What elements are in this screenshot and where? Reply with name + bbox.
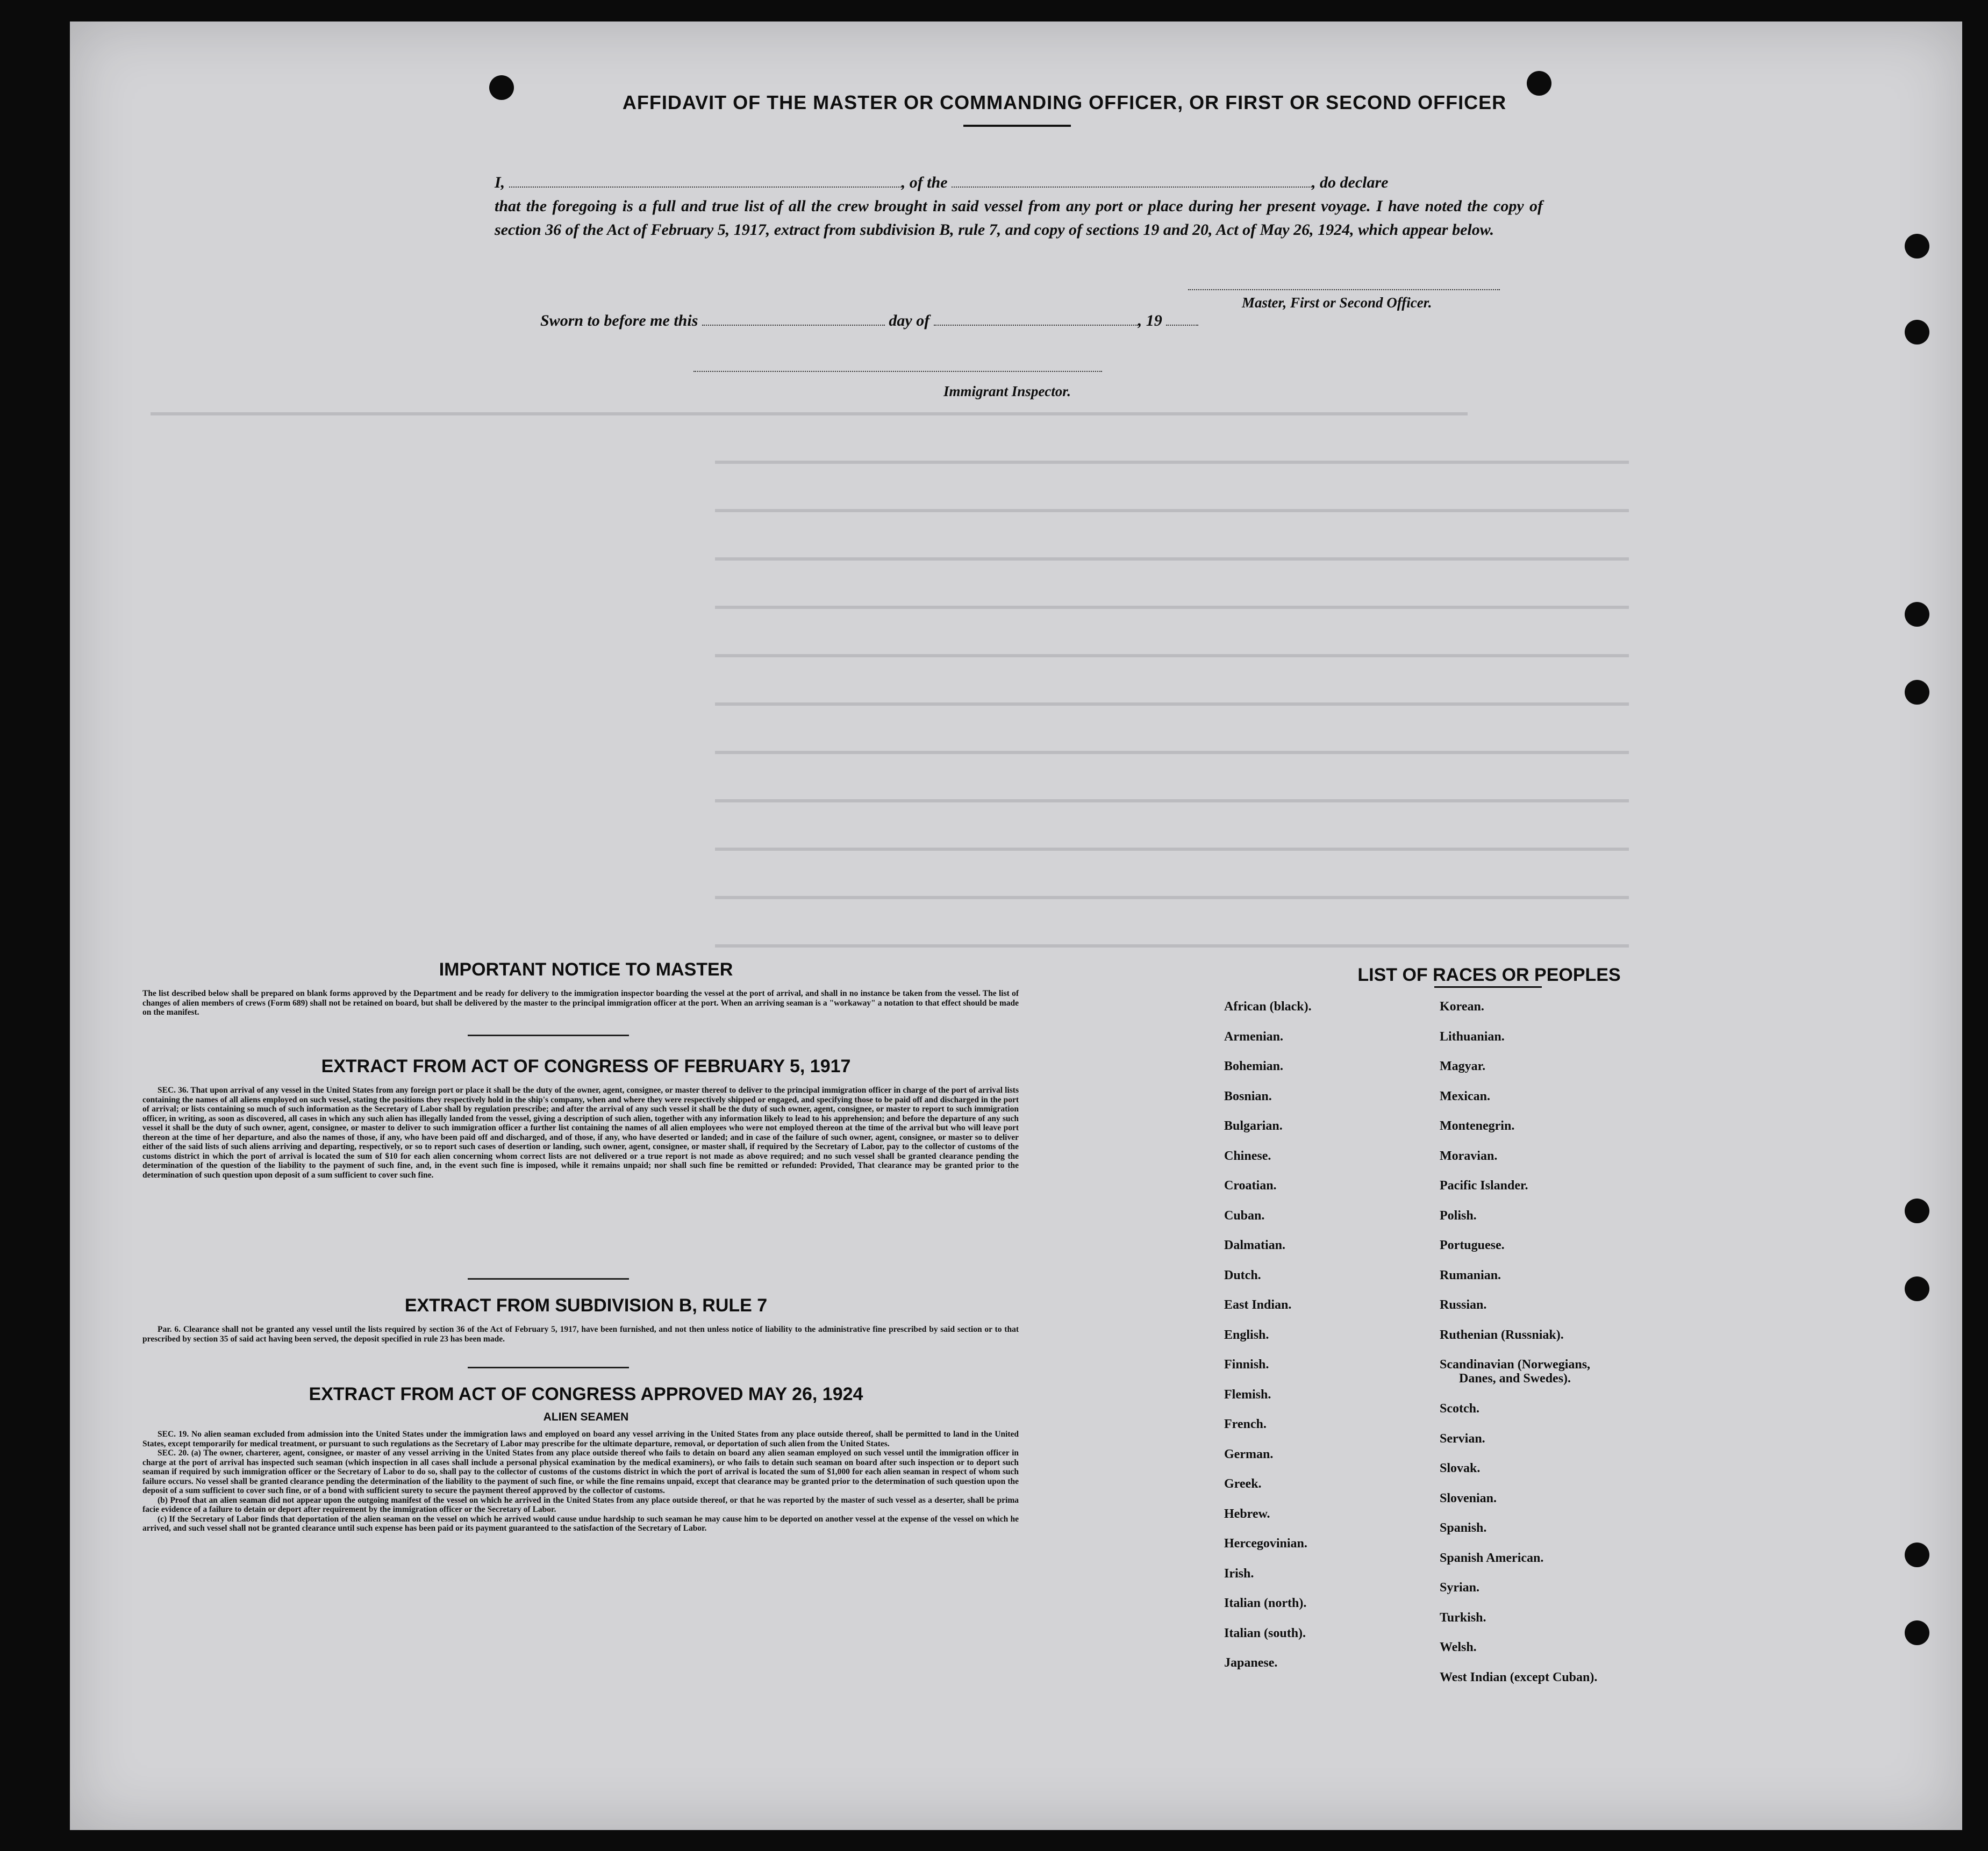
sec-20a-text: SEC. 20. (a) The owner, charterer, agent, consignee, or master of any vessel arriving in the United States from any place outside thereof who fails to detain on board any alien seaman employed on such vessel until the immigration officer in charge at the port of arrival has inspected such seaman (which inspection in all cases shall include a personal physical examination by the medical examiners), or who fails to detain such seaman on board after such inspection or to deport such seaman if required by such immigration officer or the Secretary of Labor to do so, shall pay to the collector of customs of the customs district in which the port of arrival is located the sum of $1,000 for each alien seaman in respect of whom such failure occurs. No vessel shall be granted clearance pending the determination of the liability to the payment of such fine, or while the fine remains unpaid, except that clearance may be granted prior to the determination of such question upon the deposit of a sum sufficient to cover such fine, or of a bond with sufficient surety to secure the payment thereof approved by the collector of customs. [142,1448,1019,1495]
inspector-signature-line[interactable] [693,371,1102,372]
race-item: Moravian. [1440,1149,1498,1163]
race-item: Scotch. [1440,1402,1479,1416]
year-label: , 19 [1138,312,1162,329]
title-rule [963,125,1071,127]
races-title [1269,965,1710,986]
race-item: Japanese. [1224,1656,1278,1670]
year-blank[interactable] [1166,325,1198,326]
race-item: Spanish. [1440,1521,1487,1535]
race-item: Lithuanian. [1440,1029,1505,1044]
race-item: Turkish. [1440,1610,1486,1625]
race-item: Croatian. [1224,1179,1277,1193]
section-divider [468,1035,629,1036]
race-item: Greek. [1224,1477,1262,1491]
race-item: Scandinavian (Norwegians, Danes, and Swedes). [1440,1358,1591,1386]
extract-1917-text: SEC. 36. That upon arrival of any vessel in the United States from any foreign port or place it shall be the duty of the owner, agent, consignee, or master thereof to deliver to the principal immigration officer in charge of the port of arrival lists containing the names of all aliens employed on such vessel, stating the positions they respectively hold in the ship's company, when and where they were respectively shipped or engaged, and specifying those to be paid off and discharged in the port of arrival; or lists containing so much of such information as the Secretary of Labor shall by regulation prescribe; and after the arrival of any such vessel it shall be the duty of such owner, agent, consignee, or master to report to such immigration officer, in writing, as soon as discovered, all cases in which any such alien has illegally landed from the vessel, giving a description of such alien, together with any information likely to lead to his apprehension; and before the departure of any such vessel it shall be the duty of such owner, agent, consignee, or master to deliver to such immigration officer a further list containing the names of all alien employees who were not employed thereon at the time of the arrival but who will leave port thereon at the time of her departure, and also the names of those, if any, who have been paid off and discharged, and of those, if any, who have deserted or landed; and in case of the failure of such owner, agent, consignee, or master so to deliver either of the said lists of such aliens arriving and departing, respectively, or so to report such cases of desertion or landing, such owner, agent, consignee, or master shall, if required by the Secretary of Labor, pay to the collector of customs of the customs district in which the port of arrival is located the sum of $10 for each alien concerning whom correct lists are not delivered or a true report is not made as above required; and no such vessel shall be granted clearance pending the determination of the question of the liability to the payment of such fine, and, in the event such fine is imposed, while it remains unpaid; nor shall such fine be remitted or refunded: Provided, That clearance may be granted prior to the determination of such question upon deposit of a sum sufficient to cover such fine. [142,1086,1019,1180]
race-item: Dalmatian. [1224,1238,1285,1252]
notice-text: The list described below shall be prepared on blank forms approved by the Department and be ready for delivery to the immigration inspector boarding the vessel at the port of arrival, and shall in no instance be taken from the vessel. The list of changes of alien members of crews (Form 689) shall not be retained on board, but shall be delivered by the master to the principal immigration officer at the port. When an arriving seaman is a "workaway" a notation to that effect should be made on the manifest. [142,989,1019,1017]
punch-hole [1905,1542,1929,1567]
race-item: Finnish. [1224,1358,1269,1372]
do-declare-label: , do declare [1312,174,1389,191]
master-signature-line[interactable] [1188,289,1500,290]
race-item: Polish. [1440,1208,1477,1223]
sec-19-text: SEC. 19. No alien seaman excluded from admission into the United States under the immigration laws and employed on board any vessel arriving in the United States from any place outside thereof, shall be permitted to land in the United States, except temporarily for medical treatment, or pursuant to such regulations as the Secretary of Labor may prescribe for the ultimate departure, removal, or deportation of such alien from the United States. [142,1430,1019,1448]
race-item: English. [1224,1328,1269,1342]
rule7-title: EXTRACT FROM SUBDIVISION B, RULE 7 [404,1295,768,1316]
races-right-column [1440,1000,1665,1700]
punch-hole [1905,602,1929,627]
extract-1924-title: EXTRACT FROM ACT OF CONGRESS APPROVED MAY 26, 1924 [309,1384,863,1404]
punch-hole [1905,1620,1929,1645]
affidavit-body-text: that the foregoing is a full and true list of all the crew brought in said vessel from any port or place during her present voyage. I have noted the copy of section 36 of the Act of February 5, 1917, extract from subdivision B, rule 7, and copy of sections 19 and 20, Act of May 26, 1924, which appear below. [495,197,1543,239]
day-blank[interactable] [702,325,885,326]
alien-seamen-subtitle: ALIEN SEAMEN [543,1411,629,1423]
race-item: Bohemian. [1224,1059,1284,1073]
extract-1924-text [142,1430,1019,1533]
race-item: Russian. [1440,1298,1487,1312]
race-item: Bulgarian. [1224,1119,1283,1133]
sec-20b-text: (b) Proof that an alien seaman did not appear upon the outgoing manifest of the vessel on which he arrived in the United States from any place outside thereof, or that he was reported by the master of such vessel as a deserter, shall be prima facie evidence of a failure to detain or deport after requirement by the immigration officer or the Secretary of Labor. [142,1495,1019,1514]
punch-hole [1905,1276,1929,1301]
month-blank[interactable] [934,325,1138,326]
inspector-label: Immigrant Inspector. [943,383,1071,399]
race-item: Mexican. [1440,1089,1490,1103]
rule7-text: Par. 6. Clearance shall not be granted any vessel until the lists required by section 36 of the Act of February 5, 1917, have been furnished, and not then unless notice of liability to the administrative fine prescribed by said section or to that prescribed by section 35 of said act having been served, the deposit specified in rule 23 has been made. [142,1325,1019,1344]
race-item: Dutch. [1224,1268,1261,1282]
punch-hole [1905,680,1929,705]
race-item: Flemish. [1224,1387,1271,1402]
race-item: Syrian. [1440,1581,1480,1595]
race-item: Italian (north). [1224,1596,1307,1610]
notice-title: IMPORTANT NOTICE TO MASTER [439,959,733,980]
name-blank[interactable] [509,186,902,188]
section-divider [468,1278,629,1280]
race-item: Chinese. [1224,1149,1271,1163]
sworn-label: Sworn to before me this [540,312,698,329]
race-item: Magyar. [1440,1059,1486,1073]
race-item: Pacific Islander. [1440,1179,1528,1193]
race-item: Montenegrin. [1440,1119,1515,1133]
master-label: Master, First or Second Officer. [1242,295,1432,311]
punch-hole [1905,234,1929,259]
punch-hole [1905,1199,1929,1223]
race-item: French. [1224,1417,1267,1431]
races-left-column [1224,1000,1428,1686]
race-item: East Indian. [1224,1298,1292,1312]
affidavit-title: AFFIDAVIT OF THE MASTER OR COMMANDING OFFICER, OR FIRST OR SECOND OFFICER [622,91,1507,113]
race-item: Italian (south). [1224,1626,1306,1640]
race-item: Welsh. [1440,1640,1477,1654]
race-item: Servian. [1440,1431,1485,1446]
race-item: Hebrew. [1224,1506,1270,1521]
vessel-blank[interactable] [952,186,1312,188]
sworn-line [540,312,1198,330]
document-page [70,21,1962,1830]
bleed-through-background [70,21,1962,1830]
race-item: Spanish American. [1440,1551,1544,1565]
races-title-text: LIST OF RACES OR PEOPLES [1357,965,1621,985]
race-item: Bosnian. [1224,1089,1272,1103]
extract-1917-title: EXTRACT FROM ACT OF CONGRESS OF FEBRUARY 5, 1917 [321,1056,851,1077]
race-item: West Indian (except Cuban). [1440,1670,1598,1684]
i-label: I, [495,174,505,191]
affidavit-body [495,171,1543,242]
race-item: Portuguese. [1440,1238,1505,1252]
race-item: Ruthenian (Russniak). [1440,1328,1564,1342]
races-title-underline [1434,986,1542,988]
race-item: African (black). [1224,1000,1312,1014]
sec-20c-text: (c) If the Secretary of Labor finds that deportation of the alien seaman on the vessel on which he arrived would cause undue hardship to such seaman he may cause him to be deported on another vessel at the expense of the vessel on which he arrived, and such vessel shall not be granted clearance until such expense has been paid or its payment guaranteed to the satisfaction of the Secretary of Labor. [142,1514,1019,1533]
race-item: Armenian. [1224,1029,1283,1044]
punch-hole [1905,320,1929,345]
race-item: Hercegovinian. [1224,1537,1307,1551]
of-the-label: , of the [901,174,948,191]
race-item: German. [1224,1447,1274,1461]
punch-hole [489,75,514,100]
race-item: Slovak. [1440,1461,1481,1475]
section-divider [468,1367,629,1368]
race-item: Rumanian. [1440,1268,1501,1282]
affidavit-declaration-line [495,171,1543,195]
race-item: Slovenian. [1440,1491,1497,1505]
race-item: Cuban. [1224,1208,1265,1223]
day-of-label: day of [889,312,930,329]
race-item: Korean. [1440,1000,1484,1014]
race-item: Irish. [1224,1566,1254,1581]
